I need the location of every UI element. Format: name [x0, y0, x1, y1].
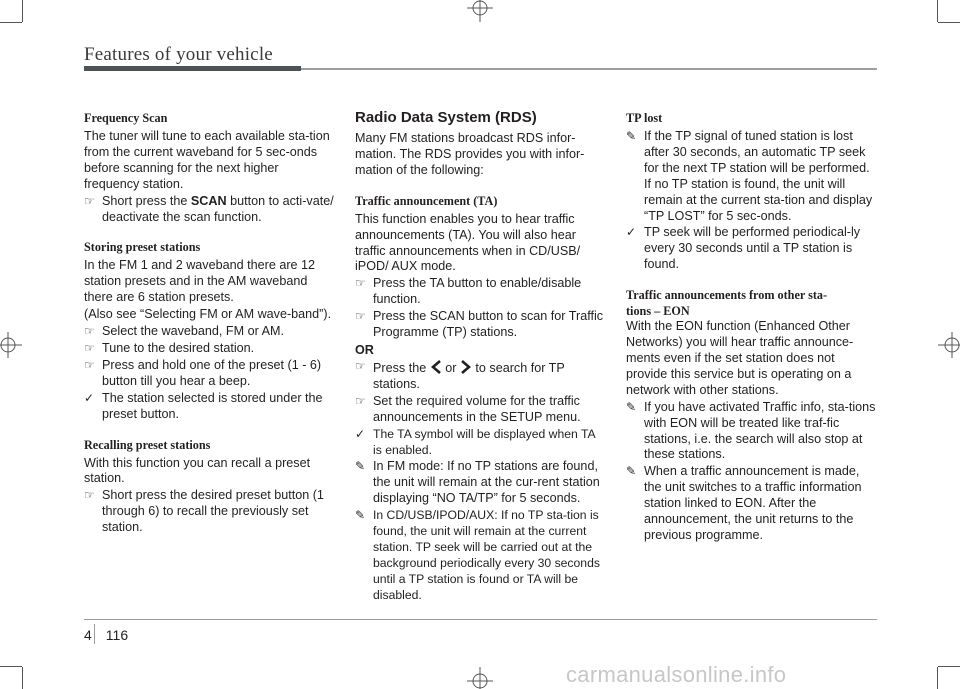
- hand-pointer-icon: ☞: [355, 309, 366, 324]
- registration-mark-icon: [938, 330, 960, 360]
- crop-mark: [937, 667, 938, 689]
- note-icon: ✎: [626, 399, 637, 414]
- list-item: ✎ If you have activated Traffic info, sta-tions with EON will be treated like traf-fic stations, i.e. the search will also stop at these stations.: [626, 399, 876, 462]
- crop-mark: [938, 666, 960, 667]
- list-item: ☞ Press and hold one of the preset (1 - 6) button till you hear a beep.: [84, 357, 322, 388]
- list-item: ☞ Press the TA button to enable/disable function.: [355, 276, 582, 307]
- rds-title: Radio Data System (RDS): [355, 109, 537, 126]
- hand-pointer-icon: ☞: [355, 276, 366, 291]
- note-icon: ✎: [626, 129, 637, 143]
- column-2: [355, 110, 607, 604]
- crop-mark: [22, 0, 23, 22]
- registration-mark-icon: [465, 667, 495, 689]
- crop-mark: [0, 22, 22, 23]
- traffic-announcement-heading: Traffic announcement (TA): [355, 193, 498, 208]
- footer-rule: [84, 619, 877, 620]
- crop-mark: [938, 22, 960, 23]
- note-icon: ✎: [355, 459, 366, 474]
- note-icon: ✎: [355, 508, 366, 523]
- check-icon: ✓: [355, 426, 366, 441]
- eon-heading: Traffic announcements from other sta- tions – EON: [626, 288, 828, 319]
- header-bar: [84, 66, 301, 71]
- hand-pointer-icon: ☞: [84, 488, 95, 503]
- storing-presets-heading: Storing preset stations: [84, 240, 201, 255]
- column-3: [626, 110, 878, 544]
- list-item: ☞ Short press the desired preset button (1 through 6) to recall the previously set station.: [84, 488, 324, 535]
- hand-pointer-icon: ☞: [84, 357, 95, 372]
- list-item: ✎ In FM mode: If no TP stations are found, the unit will remain at the cur-rent station displaying “NO TA/TP” for 5 seconds.: [355, 459, 600, 506]
- list-item: ✓ The TA symbol will be displayed when TA is enabled.: [355, 426, 595, 457]
- crop-mark: [22, 667, 23, 689]
- list-item: ☞ Tune to the desired station.: [84, 340, 255, 355]
- storing-presets-text-2: (Also see “Selecting FM or AM wave-band”).: [84, 307, 332, 322]
- hand-pointer-icon: ☞: [84, 324, 95, 339]
- check-icon: ✓: [84, 390, 95, 405]
- seek-down-icon: [430, 359, 442, 375]
- registration-mark-icon: [0, 330, 22, 360]
- list-item: ☞ Set the required volume for the traffic announcements in the SETUP menu.: [355, 393, 581, 424]
- tp-lost-heading: TP lost: [626, 111, 663, 125]
- recalling-presets-text: With this function you can recall a preset station.: [84, 455, 311, 486]
- list-item: ☞ Press the SCAN button to scan for Traffic Programme (TP) stations.: [355, 309, 604, 340]
- list-item: ✓ TP seek will be performed periodical-ly every 30 seconds until a TP station is found.: [626, 225, 861, 272]
- list-item: ☞ Short press the SCAN button to acti-vate/ deactivate the scan function.: [84, 193, 334, 224]
- page-header-title: Features of your vehicle: [84, 44, 273, 65]
- seek-up-icon: [460, 359, 472, 375]
- hand-pointer-icon: ☞: [355, 393, 366, 408]
- list-item: ✎ When a traffic announcement is made, the unit switches to a traffic information station linked to EON. After the announcement, the unit returns to the previous programme.: [626, 464, 862, 542]
- crop-mark: [937, 0, 938, 22]
- hand-pointer-icon: ☞: [355, 358, 366, 373]
- rds-intro: Many FM stations broadcast RDS infor-mation. The RDS provides you with infor-mation of the following:: [355, 131, 585, 177]
- page-number: [84, 627, 128, 643]
- recalling-presets-heading: Recalling preset stations: [84, 437, 211, 452]
- traffic-announcement-text: This function enables you to hear traffic announcements (TA). You will also hear traffic announcements when in CD/USB/ iPOD/ AUX mode.: [355, 211, 581, 274]
- column-1: [84, 110, 336, 536]
- list-item: ☞ Select the waveband, FM or AM.: [84, 324, 284, 339]
- list-item: ✓ The station selected is stored under the preset button.: [84, 390, 323, 421]
- section-number: 4: [84, 627, 92, 643]
- header-rule: [301, 68, 877, 70]
- hand-pointer-icon: ☞: [84, 193, 95, 208]
- list-item: ✎ If the TP signal of tuned station is lost after 30 seconds, an automatic TP seek for the next TP station will be performed. If no TP station is found, the unit will remain at the current sta-tion and display “TP LOST” for 5 sec-onds.: [626, 129, 873, 223]
- eon-text: With the EON function (Enhanced Other Networks) you will hear traffic announce-ments even if the set station does not provide this service but is operating on a network with other stations.: [626, 319, 854, 397]
- note-icon: ✎: [626, 464, 637, 479]
- frequency-scan-text: The tuner will tune to each available sta-tion from the current waveband for 5 sec-onds before scanning for the next higher frequency station.: [84, 129, 330, 191]
- watermark: carmanualsonline.info: [566, 662, 787, 687]
- hand-pointer-icon: ☞: [84, 340, 95, 355]
- page-number-value: 116: [105, 627, 129, 643]
- storing-presets-text: In the FM 1 and 2 waveband there are 12 station presets and in the AM waveband there are 6 station presets.: [84, 258, 316, 305]
- scan-keyword: SCAN: [190, 193, 227, 208]
- or-label: OR: [355, 342, 374, 357]
- crop-mark: [0, 666, 22, 667]
- check-icon: ✓: [626, 225, 637, 240]
- registration-mark-icon: [465, 0, 495, 22]
- list-item: ✎ In CD/USB/IPOD/AUX: If no TP sta-tion is found, the unit will remain at the current station. TP seek will be carried out at the background periodically every 30 seconds until a TP station is found or TA will be disabled.: [355, 508, 600, 602]
- frequency-scan-heading: Frequency Scan: [84, 111, 168, 125]
- list-item: ☞ Press the or to search for TP stations.: [355, 358, 565, 391]
